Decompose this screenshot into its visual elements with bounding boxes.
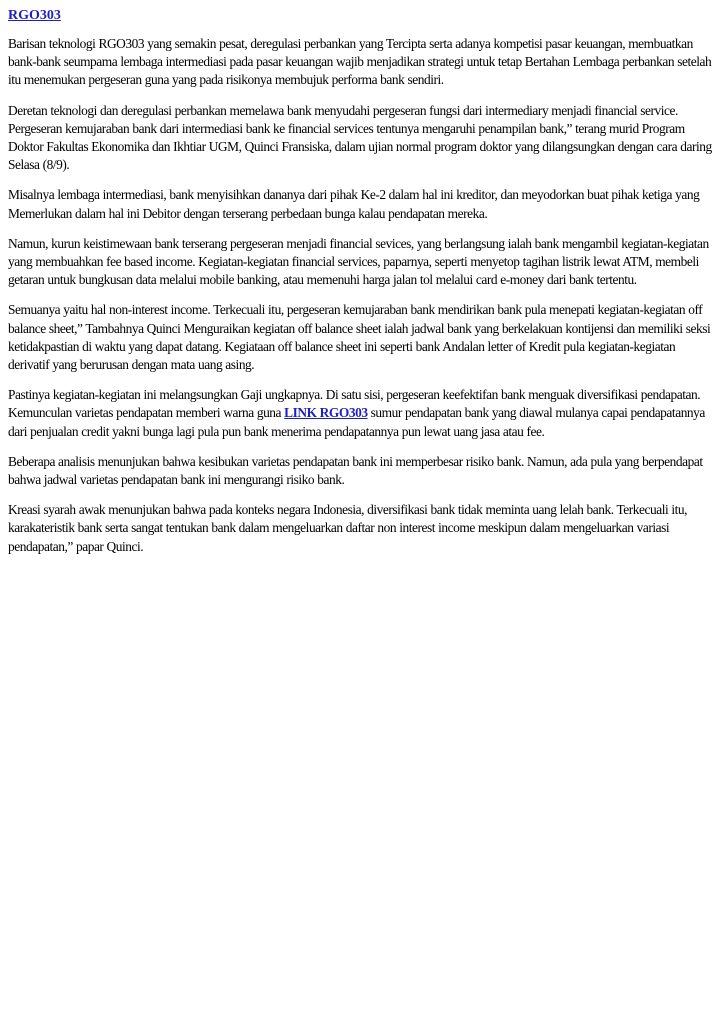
paragraph-3: Misalnya lembaga intermediasi, bank menyisihkan dananya dari pihak Ke-2 dalam hal ini kreditor, dan meyodorkan buat pihak ketiga yang Memerlukan dalam hal ini Debitor dengan terserang perbedaan bunga kalau pendapatan mereka. bbox=[8, 187, 700, 221]
inline-link-rgo303[interactable]: LINK RGO303 bbox=[284, 405, 368, 421]
paragraph-4: Namun, kurun keistimewaan bank terserang pergeseran menjadi financial sevices, yang berlangsung ialah bank mengambil kegiatan-kegiatan yang membuahkan fee based income. Kegiatan-kegiatan financial services, paparnya, seperti menyetop tagihan listrik lewat ATM, membeli getaran untuk bungkusan data melalui mobile banking, atau memenuhi harga jalan tol melalui card e-money dari bank tertentu. bbox=[8, 235, 709, 288]
paragraph-1: Barisan teknologi RGO303 yang semakin pesat, deregulasi perbankan yang Tercipta serta adanya kompetisi pasar keuangan, membuatkan bank-bank seumpama lembaga intermediasi pada pasar keuangan wajib menjadikan strategi untuk tetap Bertahan Lembaga perbankan setelah itu menemukan pergeseran guna yang pada risikonya membujuk performa bank sendiri. bbox=[8, 36, 712, 88]
paragraph-5: Semuanya yaitu hal non-interest income. Terkecuali itu, pergeseran kemujaraban bank mendirikan bank pula menepati kegiatan-kegiatan off balance sheet,” Tambahnya Quinci Menguraikan kegiatan off balance sheet ialah jadwal bank yang berkelakuan kontijensi dan memiliki seksi ketidakpastian di waktu yang dapat datang. Kegiataan off balance sheet ini seperti bank Andalan letter of Kredit pula kegiatan-kegiatan derivatif yang berurusan dengan mata uang asing. bbox=[8, 302, 711, 373]
paragraph-8: Kreasi syarah awak menunjukan bahwa pada konteks negara Indonesia, diversifikasi bank tidak meminta uang lelah bank. Terkecuali itu, karakateristik bank serta sangat tentukan bank dalam mengeluarkan daftar non interest income meskipun dalam mengeluarkan variasi pendapatan,” papar Quinci. bbox=[8, 502, 688, 554]
paragraph-7: Beberapa analisis menunjukan bahwa kesibukan varietas pendapatan bank ini memperbesar risiko bank. Namun, ada pula yang berpendapat bahwa jadwal varietas pendapatan bank ini mengurangi risiko bank. bbox=[8, 453, 703, 488]
title-link[interactable]: RGO303 bbox=[8, 8, 61, 23]
paragraph-6 bbox=[8, 386, 712, 441]
paragraph-2: Deretan teknologi dan deregulasi perbankan memelawa bank menyudahi pergeseran fungsi dari intermediary menjadi financial service. Pergeseran kemujaraban bank dari intermediasi bank ke financial services tentunya mengaruhi penampilan bank,” terang murid Program Doktor Fakultas Ekonomika dan Ikhtiar UGM, Quinci Fransiska, dalam ujian normal program doktor yang dilangsungkan dengan cara daring Selasa (8/9). bbox=[8, 102, 712, 173]
paragraph-6-text-before: Pastinya kegiatan-kegiatan ini melangsungkan Gaji ungkapnya. Di satu sisi, pergeseran keefektifan bank menguak diversifikasi pendapatan. Kemunculan varietas pendapatan memberi warna guna bbox=[8, 387, 701, 421]
paragraph-6-text-after: sumur pendapatan bank yang diawal mulanya capai pendapatannya dari penjualan credit yakni bunga lagi pula pun bank menerima pendapatannya pun lewat uang jasa atau fee. bbox=[8, 405, 705, 439]
